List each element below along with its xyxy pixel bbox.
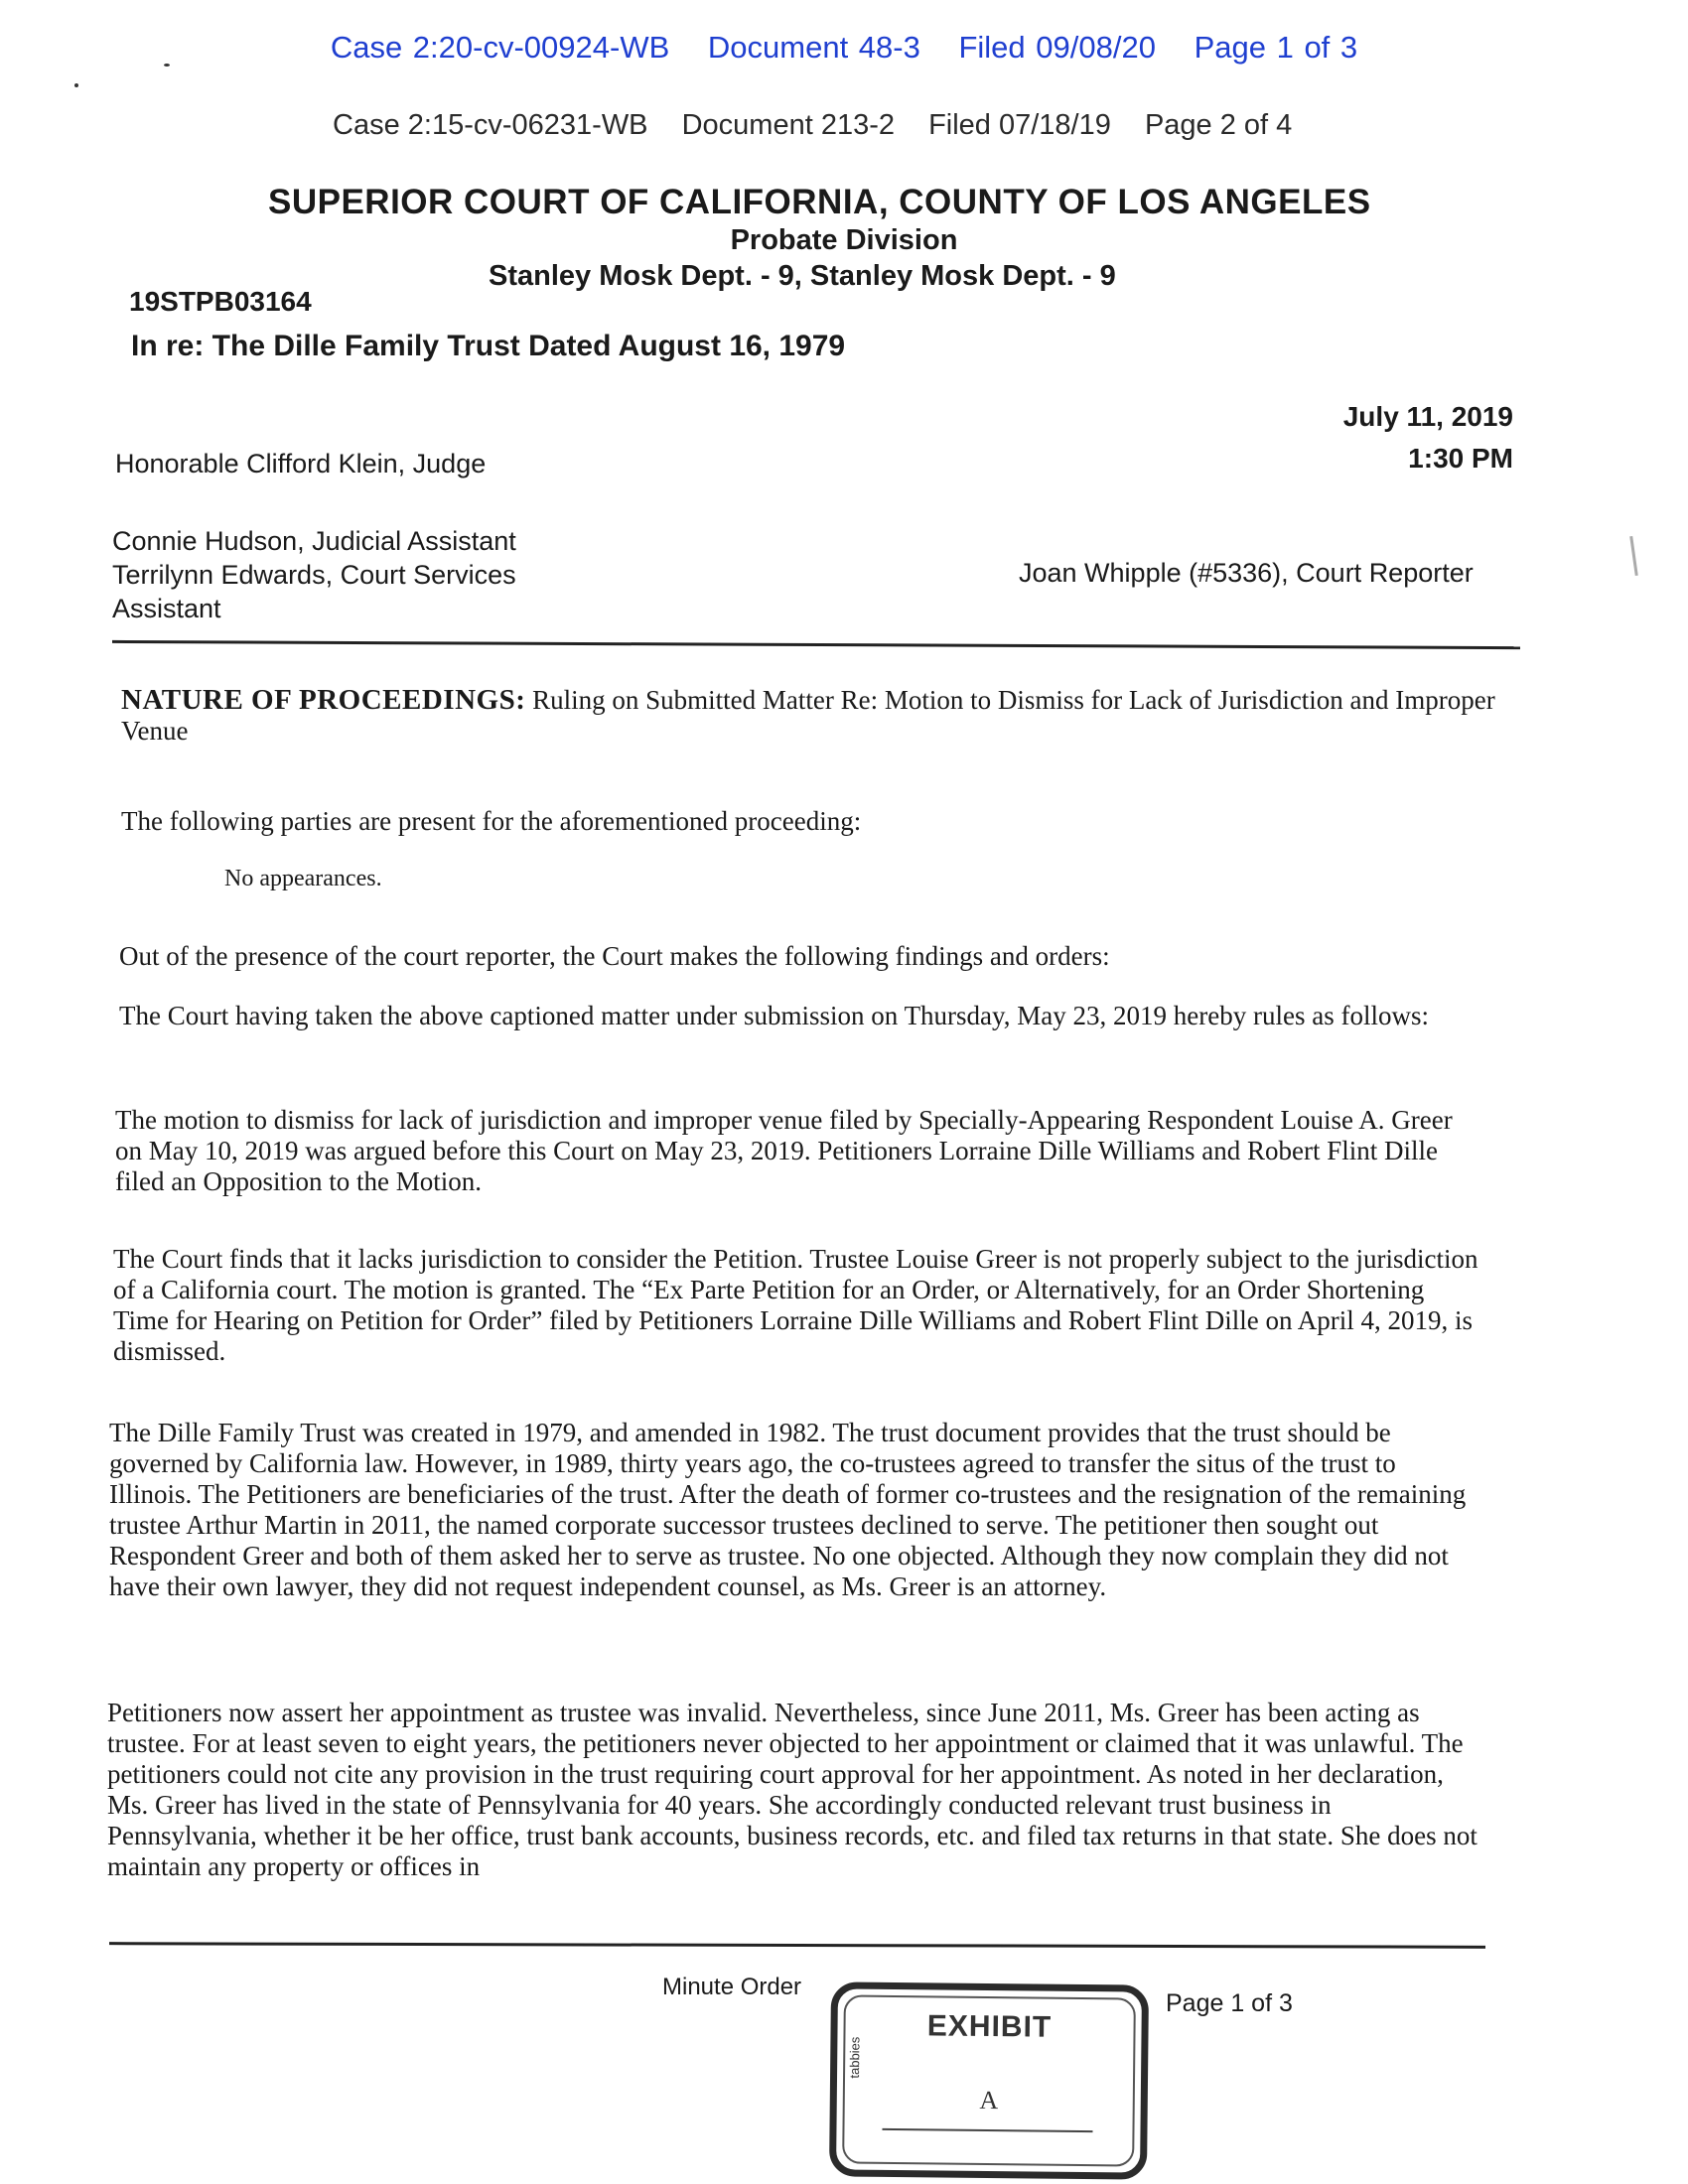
- parties-statement: The following parties are present for the aforementioned proceeding:: [121, 806, 862, 836]
- ecf-page-number: Page 1 of 3: [1194, 30, 1358, 65]
- appearances-note: No appearances.: [224, 866, 382, 891]
- ecf-filed-date: Filed 09/08/20: [958, 30, 1156, 65]
- ecf-case-number: Case 2:20-cv-00924-WB: [330, 30, 670, 65]
- original-filed-date: Filed 07/18/19: [928, 109, 1111, 141]
- original-document-number: Document 213-2: [681, 109, 895, 141]
- footer-divider: [109, 1942, 1485, 1949]
- judge-name: Honorable Clifford Klein, Judge: [115, 449, 487, 478]
- footer-page-number: Page 1 of 3: [1166, 1989, 1293, 2017]
- court-reporter: Joan Whipple (#5336), Court Reporter: [1019, 558, 1474, 588]
- submission-statement: The Court having taken the above captioned matter under submission on Thursday, May 23, 2019 hereby rules as follows:: [119, 1001, 1429, 1030]
- court-name: SUPERIOR COURT OF CALIFORNIA, COUNTY OF LOS ANGELES: [268, 183, 1371, 221]
- header-divider: [112, 640, 1520, 649]
- exhibit-sticker-border: [842, 1994, 1136, 2166]
- exhibit-title: EXHIBIT: [926, 2009, 1053, 2044]
- court-division: Probate Division: [730, 224, 958, 256]
- original-filing-header: [333, 109, 1318, 142]
- nature-of-proceedings-label: NATURE OF PROCEEDINGS:: [121, 684, 526, 716]
- judicial-assistant: Connie Hudson, Judicial Assistant: [112, 526, 516, 556]
- court-staff: [112, 524, 529, 625]
- scan-margin-mark: [1629, 536, 1638, 576]
- ecf-document-number: Document 48-3: [707, 30, 920, 65]
- original-page-number: Page 2 of 4: [1144, 109, 1293, 141]
- exhibit-letter: A: [979, 2085, 999, 2116]
- ruling-paragraph: The Dille Family Trust was created in 1979, and amended in 1982. The trust document provides that the trust should be governed by California law. However, in 1989, thirty years ago, the co-trustees agreed to transfer the situs of the trust to Illinois. The Petitioners are beneficiaries of the trust. After the death of former co-trustees and the resignation of the remaining trustee Arthur Martin in 2011, the named corporate successor trustees declined to serve. The petitioner then sought out Respondent Greer and both of them asked her to serve as trustee. No one objected. Although they now complain they did not have their own lawyer, they did not request independent counsel, as Ms. Greer is an attorney.: [109, 1418, 1467, 1601]
- ruling-paragraph: The motion to dismiss for lack of jurisdiction and improper venue filed by Specially-Appearing Respondent Louise A. Greer on May 10, 2019 was argued before this Court on May 23, 2019. Petitioners Lorraine Dille Williams and Robert Flint Dille filed an Opposition to the Motion.: [115, 1105, 1453, 1196]
- case-title: In re: The Dille Family Trust Dated August 16, 1979: [131, 330, 846, 362]
- hearing-time: 1:30 PM: [1408, 443, 1513, 474]
- exhibit-brand: tabbies: [847, 2036, 863, 2079]
- exhibit-underline: [882, 2128, 1092, 2132]
- scan-speck: [74, 83, 78, 87]
- footer-minute-order: Minute Order: [662, 1974, 802, 2000]
- ecf-filing-header: [0, 30, 1688, 66]
- ruling-paragraph: The Court finds that it lacks jurisdiction to consider the Petition. Trustee Louise Greer is not properly subject to the jurisdiction of a California court. The motion is granted. The “Ex Parte Petition for an Order, or Alternatively, for an Order Shortening Time for Hearing on Petition for Order” filed by Petitioners Lorraine Dille Williams and Robert Flint Dille on April 4, 2019, is dismissed.: [113, 1244, 1478, 1366]
- nature-of-proceedings: [121, 685, 1501, 747]
- court-department: Stanley Mosk Dept. - 9, Stanley Mosk Dept. - 9: [489, 260, 1116, 292]
- court-services-assistant: Terrilynn Edwards, Court Services Assistant: [112, 560, 516, 623]
- hearing-date: July 11, 2019: [1342, 401, 1513, 432]
- nature-of-proceedings-text: Ruling on Submitted Matter Re: Motion to Dismiss for Lack of Jurisdiction and Improper Venue: [121, 685, 1495, 746]
- ruling-paragraph: Petitioners now assert her appointment as trustee was invalid. Nevertheless, since June 2011, Ms. Greer has been acting as trustee. For at least seven to eight years, the petitioners never objected to her appointment or claimed that it was unlawful. The petitioners could not cite any provision in the trust requiring court approval for her appointment. As noted in her declaration, Ms. Greer has lived in the state of Pennsylvania for 40 years. She accordingly conducted relevant trust business in Pennsylvania, whether it be her office, trust bank accounts, business records, etc. and filed tax returns in that state. She does not maintain any property or offices in: [107, 1698, 1477, 1881]
- exhibit-sticker: [829, 1981, 1149, 2179]
- findings-intro: Out of the presence of the court reporter, the Court makes the following findings and orders:: [119, 941, 1110, 971]
- original-case-number: Case 2:15-cv-06231-WB: [333, 109, 648, 141]
- case-number: 19STPB03164: [129, 286, 312, 317]
